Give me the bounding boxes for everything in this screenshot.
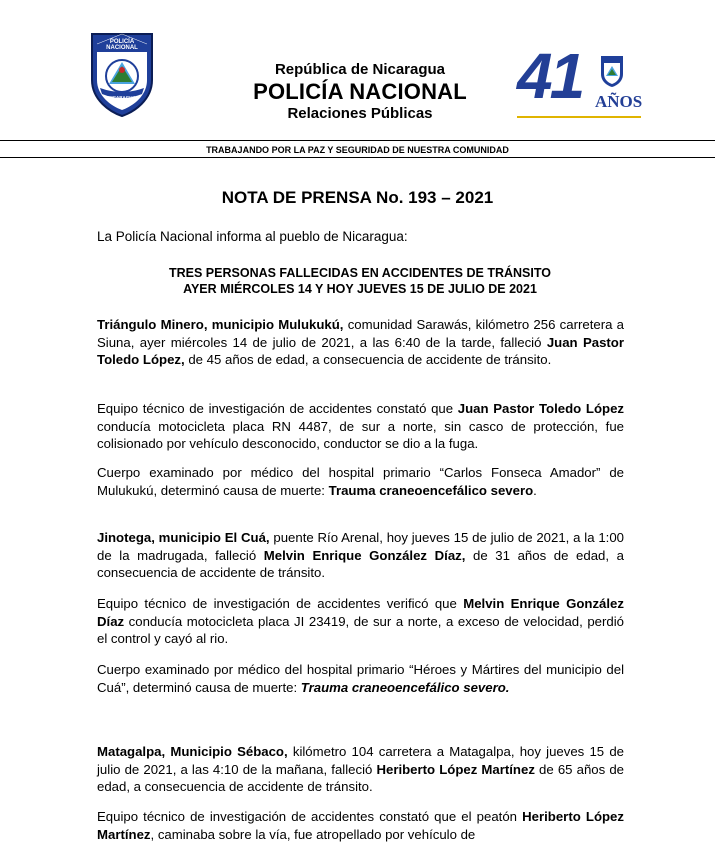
p2-text-1: Equipo técnico de investigación de accidentes constató que bbox=[97, 401, 458, 416]
headline-line-2: AYER MIÉRCOLES 14 Y HOY JUEVES 15 DE JULIO DE 2021 bbox=[183, 282, 537, 297]
badge-top-text: POLICÍA NACIONAL bbox=[106, 39, 138, 51]
police-badge-logo bbox=[88, 30, 156, 118]
p3-text-2: . bbox=[533, 482, 537, 498]
p1-location: Triángulo Minero, municipio Mulukukú, bbox=[97, 317, 344, 332]
paragraph-8 bbox=[97, 808, 624, 843]
paragraph-6 bbox=[97, 661, 624, 696]
republic-label: República de Nicaragua bbox=[274, 61, 446, 78]
intro-text: La Policía Nacional informa al pueblo de Nicaragua: bbox=[97, 229, 408, 244]
p1-victim: Juan Pastor Toledo López, bbox=[97, 334, 624, 368]
p8-text-2: , caminaba sobre la vía, fue atropellado por vehículo de bbox=[150, 826, 476, 842]
p7-text-1: kilómetro 104 carretera a Matagalpa, hoy jueves 15 de julio de 2021, a las 4:10 de la mañana, falleció bbox=[97, 744, 624, 777]
paragraph-4 bbox=[97, 529, 624, 582]
anniversary-number: 41 bbox=[517, 40, 583, 112]
paragraph-3 bbox=[97, 464, 624, 499]
p1-text-2: de 45 años de edad, a consecuencia de accidente de tránsito. bbox=[184, 352, 552, 368]
anniversary-word: AÑOS bbox=[595, 92, 643, 111]
headline bbox=[60, 265, 660, 298]
p7-text-2: de 65 años de edad, a consecuencia de accidente de tránsito. bbox=[97, 761, 624, 795]
headline-line-1: TRES PERSONAS FALLECIDAS EN ACCIDENTES DE TRÁNSITO bbox=[169, 266, 551, 280]
p6-text-1: Cuerpo examinado por médico del hospital primario “Héroes y Mártires del municipio del Cuá”, determinó causa de muerte: bbox=[97, 662, 624, 695]
p8-text-1: Equipo técnico de investigación de accidentes constató que el peatón bbox=[97, 809, 523, 824]
police-title: POLICÍA NACIONAL bbox=[253, 78, 467, 104]
p7-location: Matagalpa, Municipio Sébaco, bbox=[97, 744, 288, 759]
p4-location: Jinotega, municipio El Cuá, bbox=[97, 530, 270, 545]
p7-victim: Heriberto López Martínez bbox=[376, 761, 535, 777]
p2-victim: Juan Pastor Toledo López bbox=[457, 401, 625, 416]
p4-text-1: puente Río Arenal, hoy jueves 15 de julio de 2021, a la 1:00 de la madrugada, falleció bbox=[97, 530, 624, 563]
p5-text-2: conducía motocicleta placa JI 23419, de sur a norte, a exceso de velocidad, perdió el control y cayó al rio. bbox=[97, 613, 624, 647]
p4-text-2: de 31 años de edad, a consecuencia de accidente de tránsito. bbox=[97, 547, 624, 581]
mini-badge-icon bbox=[599, 54, 625, 88]
press-release-title: NOTA DE PRENSA No. 193 – 2021 bbox=[221, 188, 494, 207]
header-title-block bbox=[220, 62, 500, 123]
anniversary-underline bbox=[517, 116, 641, 118]
paragraph-7 bbox=[97, 743, 624, 796]
header-rule-bottom bbox=[0, 157, 715, 158]
p5-victim: Melvin Enrique González Díaz bbox=[97, 596, 624, 629]
p1-text-1: comunidad Sarawás, kilómetro 256 carretera a Siuna, ayer miércoles 14 de julio de 2021, a las 6:40 de la tarde, falleció bbox=[97, 317, 625, 350]
motto: TRABAJANDO POR LA PAZ Y SEGURIDAD DE NUESTRA COMUNIDAD bbox=[206, 145, 509, 155]
header-rule-top bbox=[0, 140, 715, 141]
p8-victim: Heriberto López Martínez bbox=[97, 809, 624, 842]
public-relations-label: Relaciones Públicas bbox=[287, 105, 433, 123]
paragraph-1 bbox=[97, 316, 624, 369]
p4-victim: Melvin Enrique González Díaz, bbox=[263, 547, 466, 563]
paragraph-2 bbox=[97, 400, 624, 453]
p5-text-1: Equipo técnico de investigación de accidentes verificó que bbox=[97, 596, 464, 611]
paragraph-5 bbox=[97, 595, 624, 648]
anniversary-logo bbox=[515, 40, 645, 122]
p2-text-2: conducía motocicleta placa RN 4487, de sur a norte, sin casco de protección, fue colisionado por vehículo desconocido, conductor se dio a la fuga. bbox=[97, 418, 624, 452]
badge-bottom-text: NICARAGUA bbox=[108, 95, 136, 100]
p3-cause: Trauma craneoencefálico severo bbox=[328, 482, 534, 498]
p3-text-1: Cuerpo examinado por médico del hospital primario “Carlos Fonseca Amador” de Mulukukú, determinó causa de muerte: bbox=[97, 465, 624, 498]
p6-cause: Trauma craneoencefálico severo. bbox=[300, 679, 510, 695]
